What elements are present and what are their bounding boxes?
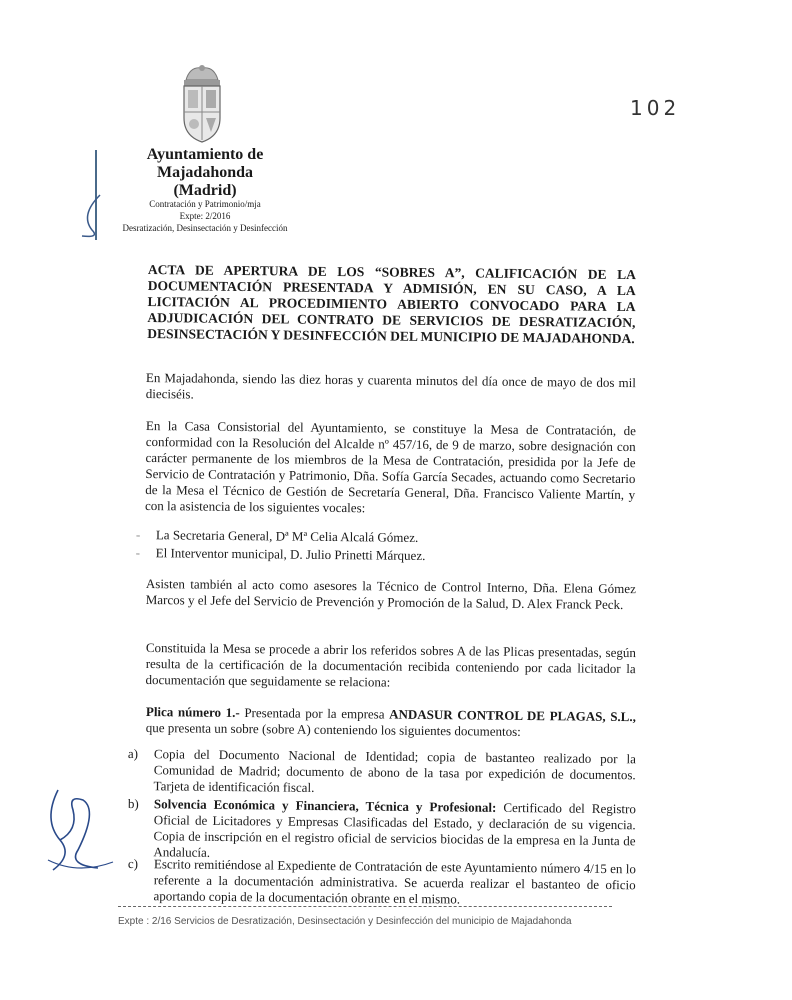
list-item bbox=[127, 746, 635, 799]
expte-line: Expte: 2/2016 bbox=[179, 211, 231, 221]
document-title: ACTA DE APERTURA DE LOS “SOBRES A”, CALIFICACIÓN DE LA DOCUMENTACIÓN PRESENTADA Y ADMISIÓN, EN SU CASO, A LA LICITACIÓN AL PROCEDIMIENTO ABIERTO CONVOCADO PARA LA ADJUDICACIÓN DEL CONTRATO DE SERVICIOS DE DESRATIZACIÓN, DESINSECTACIÓN Y DESINFECCIÓN DEL MUNICIPIO DE MAJADAHONDA. bbox=[147, 262, 636, 347]
dept-line: Contratación y Patrimonio/mja bbox=[149, 199, 261, 209]
page-number: 102 bbox=[630, 96, 681, 120]
list-item: - La Secretaria General, Dª Mª Celia Alcalá Gómez. bbox=[135, 526, 419, 545]
organization-name bbox=[130, 146, 280, 200]
footer-divider bbox=[118, 906, 612, 907]
vocales-list bbox=[136, 526, 636, 567]
list-item bbox=[127, 856, 635, 909]
list-item bbox=[127, 796, 636, 865]
item-label: a) bbox=[127, 746, 139, 762]
vocal-1: La Secretaria General, Dª Mª Celia Alcalá Gómez. bbox=[155, 527, 419, 545]
paragraph-opening: Constituida la Mesa se procede a abrir los referidos sobres A de las Plicas presentadas, según resulta de la certificación de la documentación recibida conteniendo por cada licitador la documentación que seguidamente se relaciona: bbox=[145, 640, 636, 690]
margin-signature-icon bbox=[70, 190, 110, 240]
item-text: Escrito remitiéndose al Expediente de Contratación de este Ayuntamiento número 4/15 en lo referente a la documentación administrativa. Se acuerda realizar el bastanteo de oficio aportando copia de la documentación obrante en el mismo. bbox=[153, 856, 636, 907]
item-text: Copia del Documento Nacional de Identidad; copia de bastanteo realizado por la Comunidad de Madrid; documento de abono de la tasa por expedición de documentos. Tarjeta de identificación fiscal. bbox=[153, 746, 636, 795]
org-line-1: Ayuntamiento de bbox=[146, 146, 264, 163]
page-footer: Expte : 2/16 Servicios de Desratización, Desinsectación y Desinfección del municipio de Majadahonda bbox=[118, 916, 572, 927]
item-text: Certificado del Registro Oficial de Licitadores y Empresas Clasificadas del Estado, y declaración de su vigencia. Copia de inscripción en el registro oficial de servicios biocidas de la empresa en la Junta de Andalucía. bbox=[153, 799, 636, 860]
item-label: c) bbox=[127, 856, 139, 872]
plica-company: ANDASUR CONTROL DE PLAGAS, S.L., bbox=[389, 706, 636, 725]
org-line-2: Majadahonda bbox=[156, 164, 254, 181]
item-bold: Solvencia Económica y Financiera, Técnica y Profesional: bbox=[153, 796, 497, 815]
header-details bbox=[110, 198, 300, 234]
paragraph-date: En Majadahonda, siendo las diez horas y cuarenta minutos del día once de mayo de dos mil dieciséis. bbox=[145, 370, 636, 402]
vocal-2: El Interventor municipal, D. Julio Prinetti Márquez. bbox=[155, 545, 426, 564]
plica-text-before: Presentada por la empresa bbox=[239, 704, 390, 722]
subject-line: Desratización, Desinsectación y Desinfección bbox=[122, 223, 288, 233]
coat-of-arms-icon bbox=[172, 62, 232, 144]
plica-paragraph bbox=[146, 704, 636, 741]
margin-signature-icon bbox=[38, 780, 118, 880]
org-line-3: (Madrid) bbox=[173, 182, 237, 199]
paragraph-constitution: En la Casa Consistorial del Ayuntamiento, se constituye la Mesa de Contratación, de conformidad con la Resolución del Alcalde nº 457/16, de 9 de marzo, sobre designación con carácter permanente de los miembros de la Mesa de Contratación, presidida por la Jefe de Servicio de Contratación y Patrimonio, Dña. Sofía García Secades, actuando como Secretario de la Mesa el Técnico de Gestión de Secretaría General, Dña. Francisco Valiente Martín, y con la asistencia de los siguientes vocales: bbox=[145, 418, 636, 516]
item-label: b) bbox=[127, 796, 139, 812]
list-item: - El Interventor municipal, D. Julio Prinetti Márquez. bbox=[135, 544, 426, 564]
plica-label: Plica número 1.- bbox=[145, 704, 240, 720]
paragraph-advisors: Asisten también al acto como asesores la Técnico de Control Interno, Dña. Elena Gómez Marcos y el Jefe del Servicio de Prevención y Promoción de la Salud, D. Alex Franck Peck. bbox=[145, 576, 636, 613]
plica-text-after: que presenta un sobre (sobre A) conteniendo los siguientes documentos: bbox=[145, 719, 521, 739]
